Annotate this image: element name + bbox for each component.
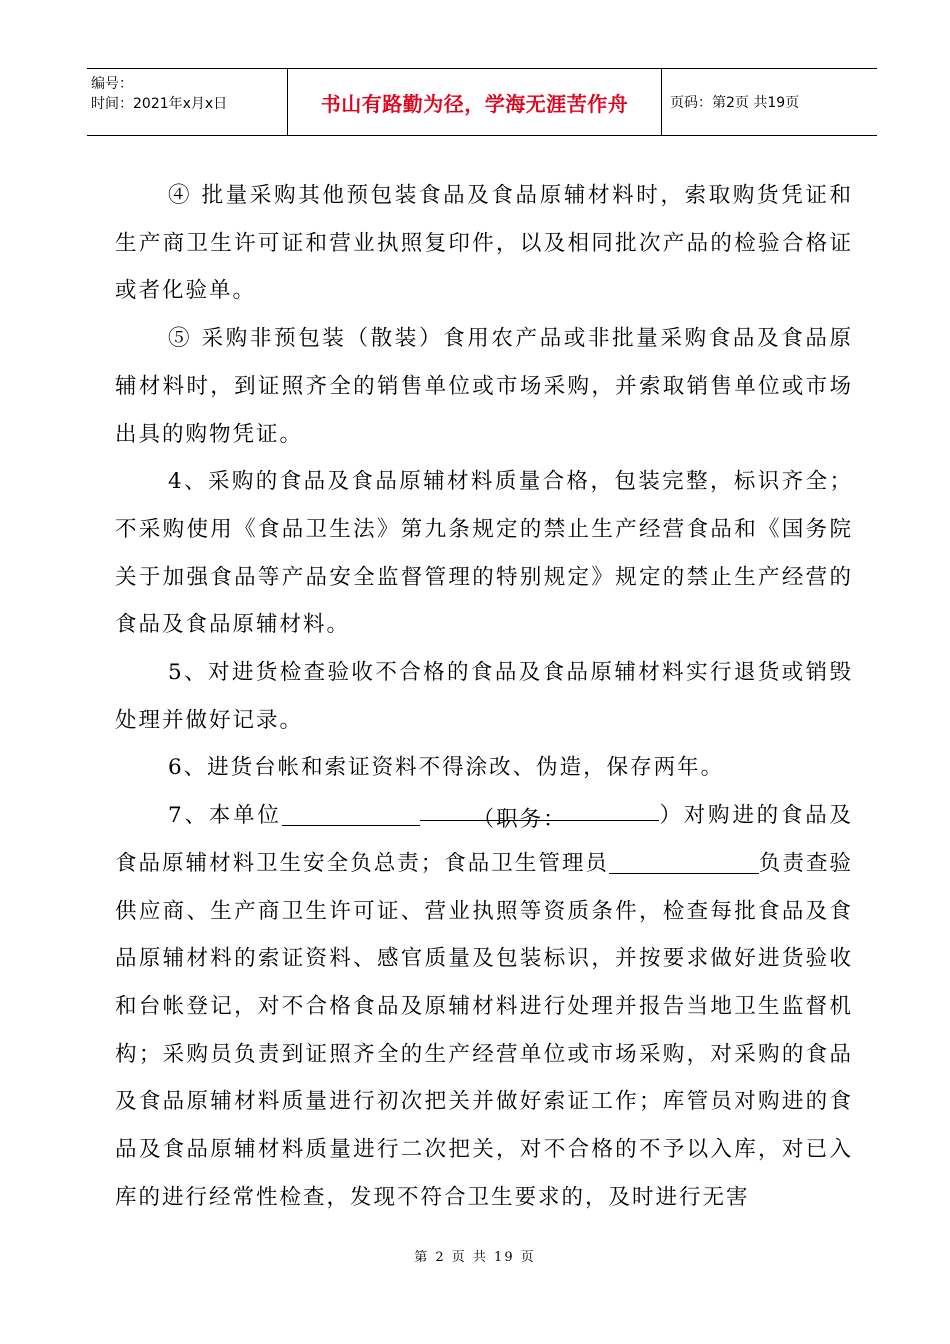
page-header	[87, 68, 877, 136]
paragraph-6: 6、进货台帐和索证资料不得涂改、伪造，保存两年。	[168, 755, 725, 781]
document-time-label: 时间：2021年x月x日	[91, 96, 228, 112]
header-page-label: 页码：第2页 共19页	[670, 95, 800, 111]
paragraph-7-end: 负责查验供应商、生产商卫生许可证、营业执照等资质条件，检查每批食品及食品原辅材料的索证资料、感官质量及包装标识，并按要求做好进货验收和台帐登记，对不合格食品及原辅材料进行处理并报告当地卫生监督机构；采购员负责到证照齐全的生产经营单位或市场采购，对采购的食品及食品原辅材料质量进行初次把关并做好索证工作；库管员对购进的食品及食品原辅材料质量进行二次把关，对不合格的不予以入库，对已入库的进行经常性检查，发现不符合卫生要求的，及时进行无害	[115, 850, 853, 1210]
document-body	[115, 172, 853, 1221]
paragraph-5: 5、对进货检查验收不合格的食品及食品原辅材料实行退货或销毁处理并做好记录。	[115, 660, 853, 733]
header-motto-cell	[288, 69, 662, 135]
header-motto: 书山有路勤为径，学海无涯苦作舟	[320, 91, 629, 116]
paragraph-4: 4、采购的食品及食品原辅材料质量合格，包装完整，标识齐全；不采购使用《食品卫生法》第九条规定的禁止生产经营食品和《国务院关于加强食品等产品安全监督管理的特别规定》规定的禁止生产经营的食品及食品原辅材料。	[115, 469, 853, 638]
document-number-label: 编号：	[91, 76, 133, 92]
paragraph-item-4: ④ 批量采购其他预包装食品及食品原辅材料时，索取购货凭证和生产商卫生许可证和营业执照复印件，以及相同批次产品的检验合格证或者化验单。	[115, 183, 853, 304]
header-page-cell	[662, 69, 877, 135]
page-footer: 第 2 页 共 19 页	[414, 1250, 536, 1265]
hygiene-manager-blank[interactable]	[609, 849, 759, 874]
header-meta	[87, 69, 288, 135]
paragraph-7-start: 7、本单位	[168, 803, 282, 829]
paragraph-7-middle: ）对购进的食品及食品原辅材料卫生安全负总责；食品卫生管理员	[115, 803, 853, 876]
position-label-underlined: （职务：	[420, 796, 659, 821]
paragraph-7	[115, 792, 853, 1221]
responsible-person-blank[interactable]	[282, 801, 420, 826]
paragraph-item-5: ⑤ 采购非预包装（散装）食用农产品或非批量采购食品及食品原辅材料时，到证照齐全的销售单位或市场采购，并索取销售单位或市场出具的购物凭证。	[115, 326, 853, 447]
